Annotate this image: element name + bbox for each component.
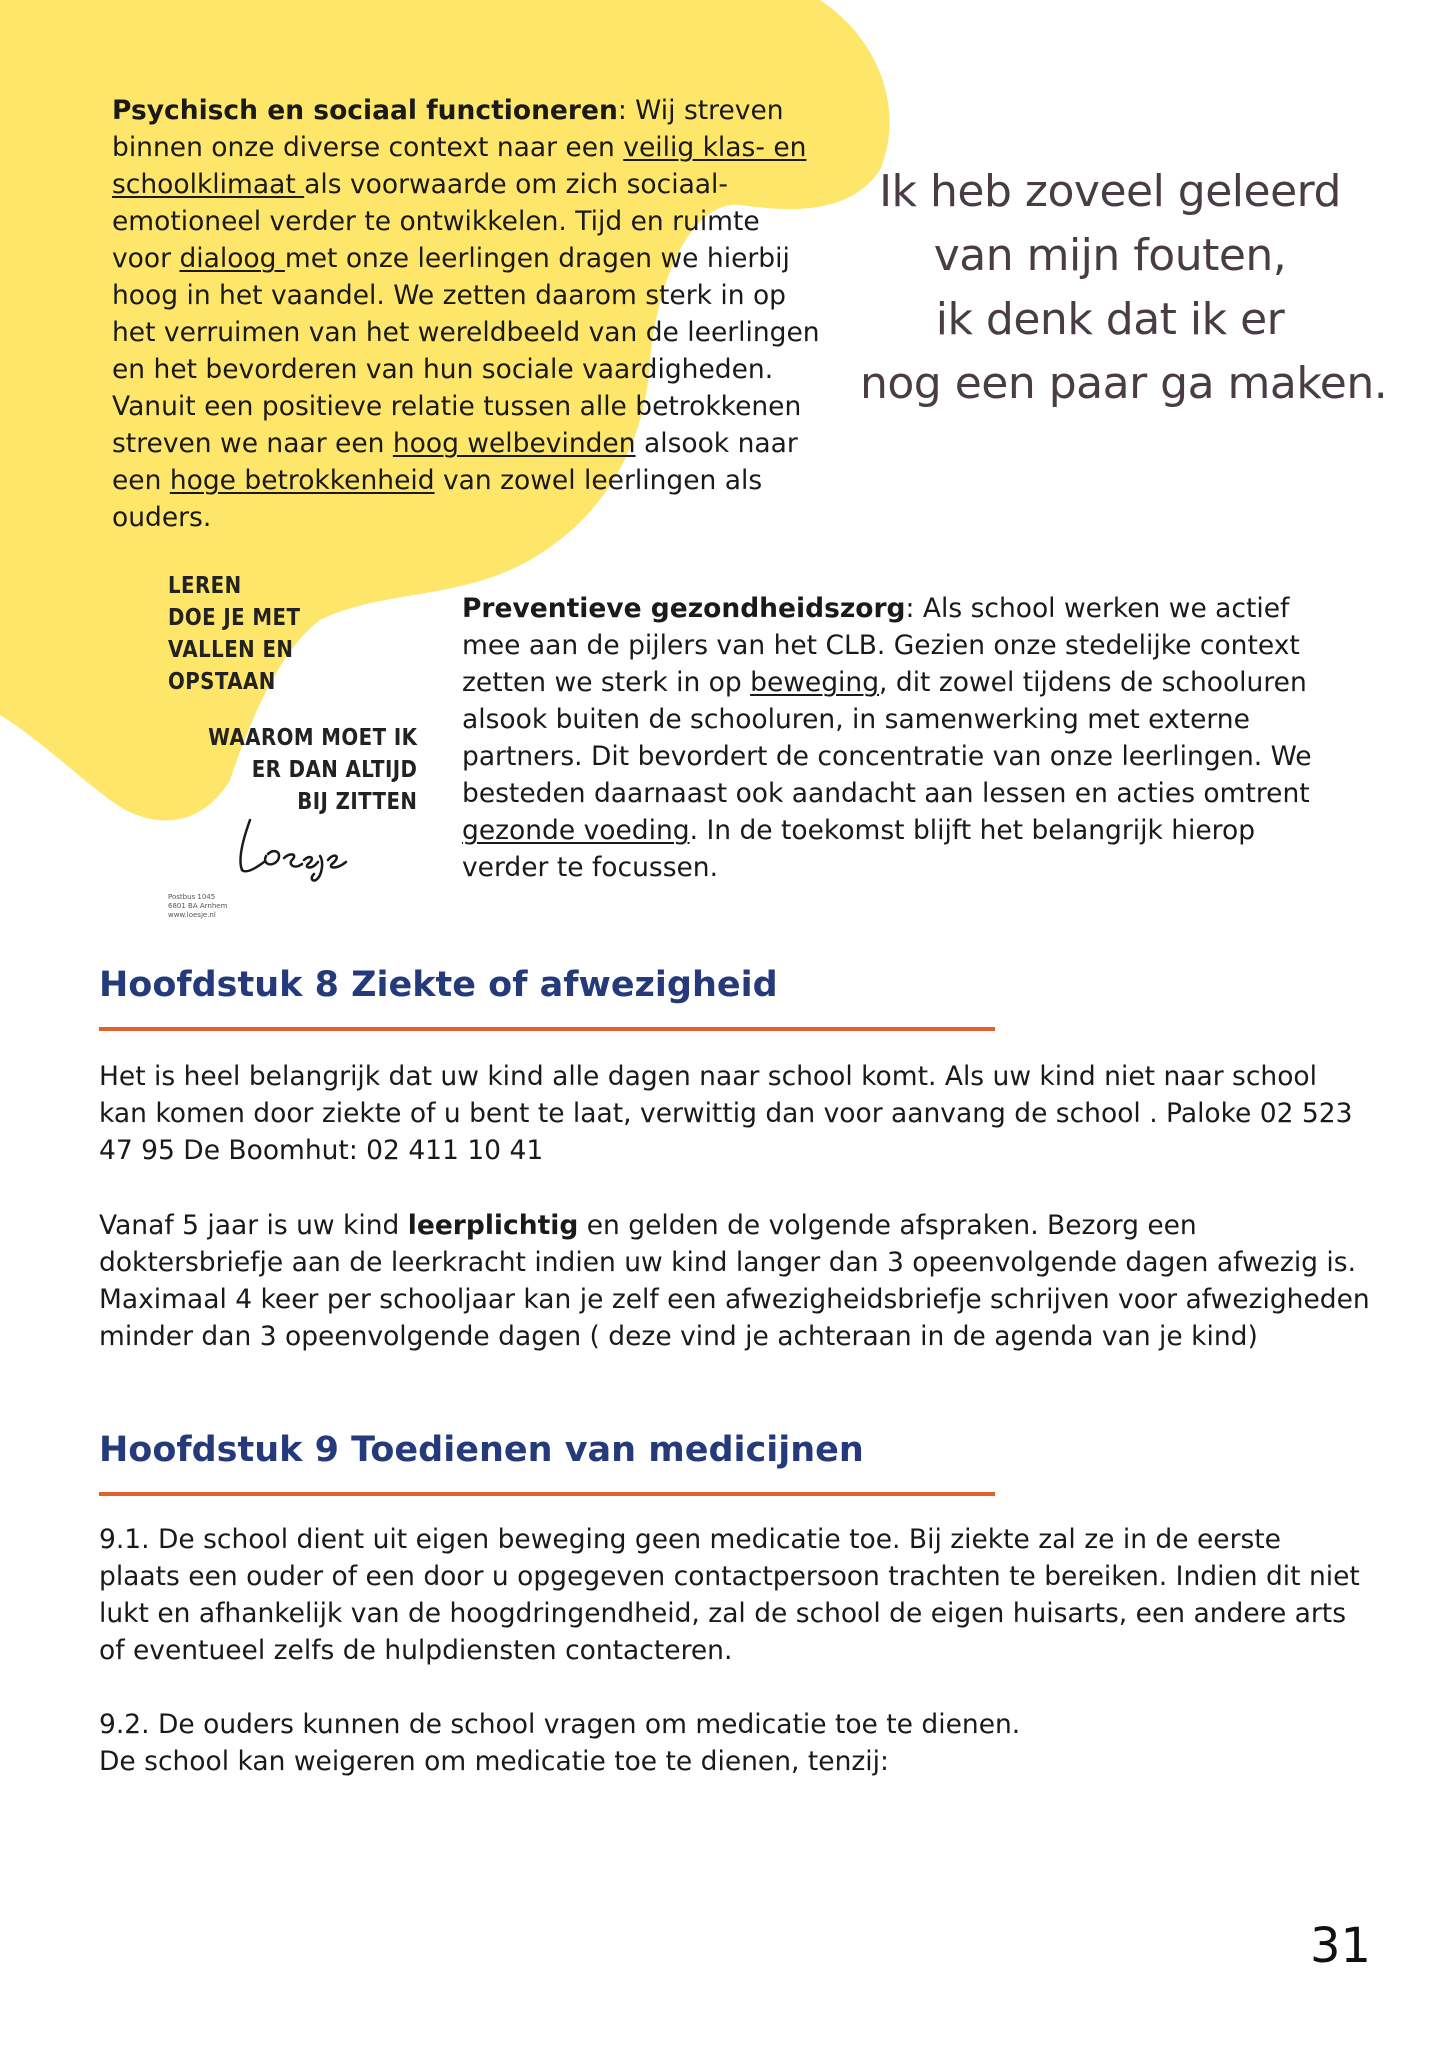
quote-block <box>860 160 1388 416</box>
page-number: 31 <box>1310 1918 1372 1974</box>
chapter-8-rule <box>99 1027 995 1031</box>
leerplichtig-bold: leerplichtig <box>407 1210 579 1241</box>
chapter-9-paragraph-2: 9.2. De ouders kunnen de school vragen om medicatie toe te dienen. De school kan weigeren om medicatie toe te dienen, tenzij: <box>99 1709 1021 1777</box>
psych-title: Psychisch en sociaal functioneren <box>112 95 618 126</box>
chapter-8-paragraph-1: Het is heel belangrijk dat uw kind alle dagen naar school komt. Als uw kind niet naar school kan komen door ziekte of u bent te laat, verwittig dan voor aanvang de school . Paloke 02 523 47 95 De Boomhut: 02 411 10 41 <box>99 1061 1353 1166</box>
chapter-8-heading: Hoofdstuk 8 Ziekte of afwezigheid <box>99 965 778 1005</box>
link-gezonde-voeding: gezonde voeding <box>462 815 690 846</box>
psych-paragraph: Psychisch en sociaal functioneren: Wij streven binnen onze diverse context naar een veilig klas- en schoolklimaat als voorwaarde om zich sociaal-emotioneel verder te ontwikkelen. Tijd en ruimte voor dialoog met onze leerlingen dragen we hierbij hoog in het vaandel. We zetten daarom sterk in op het verruimen van het wereldbeeld van de leerlingen en het bevorderen van hun sociale vaardigheden. Vanuit een positieve relatie tussen alle betrokkenen streven we naar een hoog welbevinden alsook naar een hoge betrokkenheid van zowel leerlingen als ouders. <box>112 95 820 533</box>
poster-line: VALLEN EN OPSTAAN <box>168 637 294 695</box>
quote-line: nog een paar ga maken. <box>860 358 1388 409</box>
poster-line: DOE JE MET <box>168 605 301 631</box>
quote-line: ik denk dat ik er <box>935 294 1285 345</box>
quote-line: van mijn fouten, <box>933 230 1287 281</box>
health-paragraph: Preventieve gezondheidszorg: Als school werken we actief mee aan de pijlers van het CLB. Gezien onze stedelijke context zetten we sterk in op beweging, dit zowel tijdens de schooluren alsook buiten de schooluren, in samenwerking met externe partners. Dit bevordert de concentratie van onze leerlingen. We besteden daarnaast ook aandacht aan lessen en acties omtrent gezonde voeding. In de toekomst blijft het belangrijk hierop verder te focussen. <box>462 593 1312 883</box>
poster-line: WAAROM MOET IK <box>208 725 418 751</box>
chapter-8-paragraph-2: Vanaf 5 jaar is uw kind leerplichtig en gelden de volgende afspraken. Bezorg een doktersbriefje aan de leerkracht indien uw kind langer dan 3 opeenvolgende dagen afwezig is. Maximaal 4 keer per schooljaar kan je zelf een afwezigheidsbriefje schrijven voor afwezigheden minder dan 3 opeenvolgende dagen ( deze vind je achteraan in de agenda van je kind) <box>99 1210 1370 1352</box>
chapter-9-paragraph-1: 9.1. De school dient uit eigen beweging geen medicatie toe. Bij ziekte zal ze in de eerste plaats een ouder of een door u opgegeven contactpersoon trachten te bereiken. Indien dit niet lukt en afhankelijk van de hoogdringendheid, zal de school de eigen huisarts, een andere arts of eventueel zelfs de hulpdiensten contacteren. <box>99 1524 1360 1666</box>
quote-line: Ik heb zoveel geleerd <box>879 166 1341 217</box>
chapter-9-heading: Hoofdstuk 9 Toedienen van medicijnen <box>99 1430 864 1470</box>
link-hoog-welbevinden: hoog welbevinden <box>392 428 636 459</box>
poster-line: LEREN <box>168 573 242 599</box>
link-beweging: beweging <box>750 667 880 698</box>
poster-line: BIJ ZITTEN <box>297 789 418 815</box>
chapter-9-rule <box>99 1492 995 1496</box>
health-title: Preventieve gezondheidszorg <box>462 593 906 624</box>
loesje-signature-logo <box>232 812 362 882</box>
poster-address: Postbus 1045 6801 BA Arnhem www.loesje.nl <box>168 893 228 919</box>
loesje-poster <box>168 570 418 818</box>
link-hoge-betrokkenheid: hoge betrokkenheid <box>169 465 435 496</box>
link-veilig-klimaat: veilig klas- en schoolklimaat <box>112 132 807 200</box>
link-dialoog: dialoog <box>179 243 285 274</box>
poster-line: ER DAN ALTIJD <box>251 757 418 783</box>
